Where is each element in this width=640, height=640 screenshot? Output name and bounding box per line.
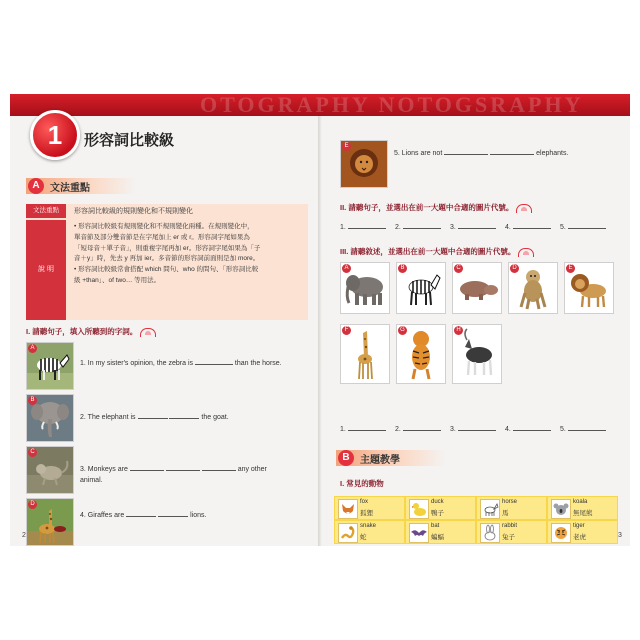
grammar-line: 單音節及部分雙音節是在字尾加上 er 或 r。形容詞字尾如果為: [74, 233, 250, 241]
vocab-item-koala[interactable]: koala 無尾熊: [548, 497, 617, 519]
grammar-explain-label: 說 明: [26, 220, 66, 320]
bat-icon: [409, 523, 429, 543]
question-4: 4. Giraffes are lions.: [80, 508, 206, 521]
answer-row-section2: 1. 2. 3. 4. 5.: [340, 220, 615, 231]
page-number-left: 2: [22, 532, 26, 539]
answer-blank[interactable]: [513, 220, 551, 229]
instruction-text: I. 請聽句子，填入所聽到的字詞。: [26, 327, 138, 336]
koala-icon: [551, 499, 571, 519]
giraffe-photo: [26, 498, 74, 546]
question-3: 3. Monkeys are any other animal.: [80, 462, 267, 486]
grammar-explanation: [74, 222, 300, 287]
picture-a-elephant[interactable]: A: [340, 262, 390, 314]
zebra-photo: [26, 342, 74, 390]
right-page: [322, 116, 630, 546]
image-letter: C: [28, 448, 37, 457]
vocab-item-tiger[interactable]: tiger 老虎: [548, 521, 617, 543]
section-a-tag: [26, 178, 136, 194]
answer-blank[interactable]: [195, 356, 233, 365]
answer-blank[interactable]: [403, 422, 441, 431]
vocab-item-fox[interactable]: fox 狐狸: [335, 497, 404, 519]
image-letter: B: [28, 396, 37, 405]
page-number-right: 3: [618, 532, 622, 539]
vocab-grid: [334, 496, 618, 544]
image-letter: E: [342, 142, 351, 151]
tiger-icon: [551, 523, 571, 543]
audio-track-icon: [518, 248, 534, 257]
top-banner: [10, 94, 630, 116]
picture-d-monkey[interactable]: D: [508, 262, 558, 314]
banner-decorative-text: OTOGRAPHY NOTOGSRAPHY: [200, 94, 584, 116]
grammar-line: • 形容詞比較級常會搭配 which 問句、who 的問句、「形容詞比較: [74, 266, 259, 274]
fox-icon: [338, 499, 358, 519]
question-5: 5. Lions are not elephants.: [394, 146, 568, 159]
chapter-number-badge: 1: [30, 110, 80, 160]
left-page: [10, 116, 318, 546]
grammar-focus-text: 形容詞比較級的規則變化和不規則變化: [74, 208, 193, 215]
chapter-title: 形容詞比較級: [84, 132, 175, 149]
grammar-line: 音＋y」時，先去 y 再加 ier。多音節的形容詞前面則是加 more。: [74, 255, 260, 263]
lion-photo: [340, 140, 388, 188]
vocab-item-snake[interactable]: snake 蛇: [335, 521, 404, 543]
vocab-item-horse[interactable]: horse 馬: [477, 497, 546, 519]
vocab-item-rabbit[interactable]: rabbit 兔子: [477, 521, 546, 543]
answer-blank[interactable]: [458, 220, 496, 229]
vocab-item-duck[interactable]: duck 鴨子: [406, 497, 475, 519]
monkey-photo: [26, 446, 74, 494]
answer-blank[interactable]: [513, 422, 551, 431]
answer-blank[interactable]: [403, 220, 441, 229]
answer-row-section3: 1. 2. 3. 4. 5.: [340, 422, 615, 433]
vocab-item-bat[interactable]: bat 蝙蝠: [406, 521, 475, 543]
section-b-label: 主題教學: [360, 455, 400, 466]
picture-b-zebra[interactable]: B: [396, 262, 446, 314]
instruction-listen-choose-1: II. 請聽句子，並選出在前一大題中合適的圖片代號。: [340, 202, 532, 213]
answer-blank[interactable]: [568, 220, 606, 229]
answer-blank[interactable]: [568, 422, 606, 431]
grammar-box: [26, 204, 308, 320]
answer-blank[interactable]: [202, 462, 236, 471]
picture-e-lion[interactable]: E: [564, 262, 614, 314]
image-letter: A: [28, 344, 37, 353]
picture-g-tiger[interactable]: G: [396, 324, 446, 384]
instruction-listen-choose-2: III. 請聽敘述，並選出在前一大題中合適的圖片代號。: [340, 246, 534, 257]
answer-blank[interactable]: [348, 220, 386, 229]
answer-blank[interactable]: [458, 422, 496, 431]
section-b-tag: [336, 450, 446, 466]
picture-f-giraffe[interactable]: F: [340, 324, 390, 384]
grammar-focus-label: 文法重點: [26, 204, 66, 218]
grammar-line: 「短母音＋單子音」，則重複字尾再加 er。形容詞字尾如果為「子: [74, 244, 261, 252]
question-2: 2. The elephant is the goat.: [80, 410, 229, 423]
audio-track-icon: [140, 328, 156, 337]
grammar-line: • 形容詞比較級有規則變化和不規則變化兩種。在規則變化中，: [74, 223, 254, 230]
textbook-spread: [10, 94, 630, 546]
answer-blank[interactable]: [166, 462, 200, 471]
answer-blank[interactable]: [348, 422, 386, 431]
section-b-letter: B: [338, 450, 354, 466]
elephant-photo: [26, 394, 74, 442]
answer-blank[interactable]: [158, 508, 188, 517]
instruction-listen-fill: [26, 326, 156, 337]
answer-blank[interactable]: [126, 508, 156, 517]
answer-blank[interactable]: [490, 146, 534, 155]
section-a-label: 文法重點: [50, 183, 90, 194]
horse-icon: [480, 499, 500, 519]
section-a-letter: A: [28, 178, 44, 194]
snake-icon: [338, 523, 358, 543]
question-1: 1. In my sister's opinion, the zebra is than the horse.: [80, 356, 282, 369]
picture-c-hippo[interactable]: C: [452, 262, 502, 314]
answer-blank[interactable]: [130, 462, 164, 471]
rabbit-icon: [480, 523, 500, 543]
grammar-line: 級 +than」、of two… 等用法。: [74, 276, 161, 284]
answer-blank[interactable]: [444, 146, 488, 155]
image-letter: D: [28, 500, 37, 509]
audio-track-icon: [516, 204, 532, 213]
picture-h-goat[interactable]: H: [452, 324, 502, 384]
answer-blank[interactable]: [169, 410, 199, 419]
vocab-heading: I. 常見的動物: [340, 479, 384, 488]
duck-icon: [409, 499, 429, 519]
answer-blank[interactable]: [138, 410, 168, 419]
